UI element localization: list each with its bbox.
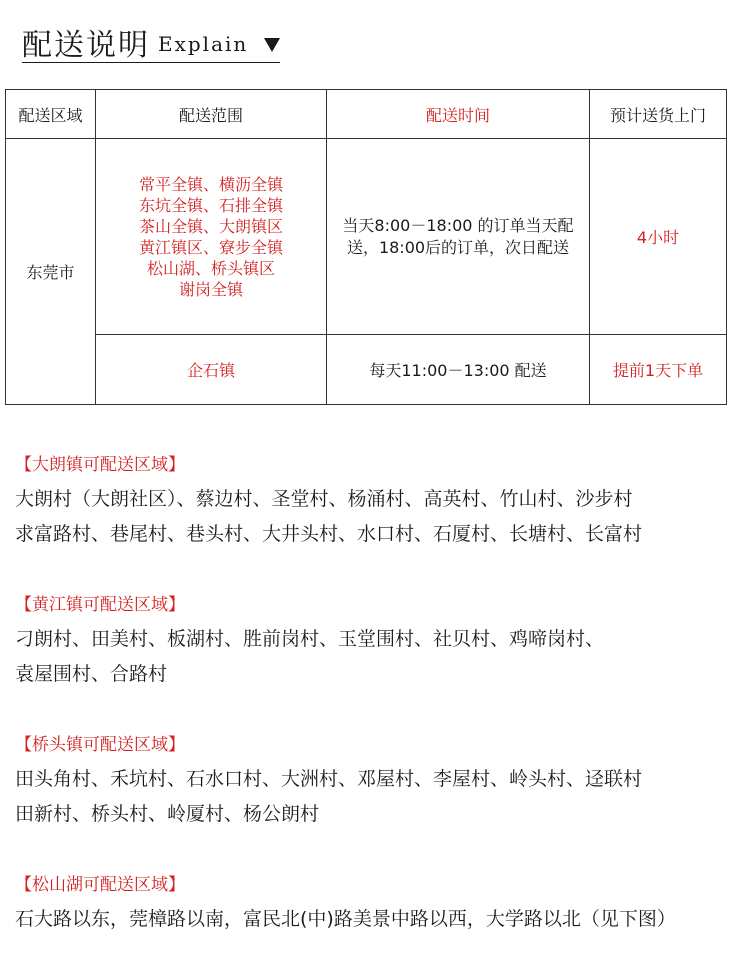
area-section-songshanhu [15, 868, 725, 937]
range-line: 谢岗全镇 [178, 279, 243, 299]
range-line: 常平全镇、横沥全镇 [138, 174, 283, 194]
section-line: 田新村、桥头村、岭厦村、杨公朗村 [15, 803, 320, 825]
table-row [6, 335, 727, 405]
header-cell-time: 配送时间 [327, 90, 590, 139]
range-line: 黄江镇区、寮步全镇 [138, 237, 283, 257]
header-cell-area: 配送区域 [6, 90, 96, 139]
range-line: 茶山全镇、大朗镇区 [138, 216, 283, 236]
area-section-huangjiang [15, 588, 725, 692]
header-cell-eta: 预计送货上门 [590, 90, 727, 139]
section-title: 【黄江镇可配送区域】 [15, 595, 185, 615]
table-row [6, 139, 727, 335]
section-line: 石大路以东，莞樟路以南，富民北(中)路美景中路以西，大学路以北（见下图） [15, 908, 676, 930]
section-line: 田头角村、禾坑村、石水口村、大洲村、邓屋村、李屋村、岭头村、迳联村 [15, 768, 643, 790]
area-section-dalang [15, 448, 725, 552]
page-subtitle: Explain [158, 32, 249, 56]
page-title: 配送说明 [22, 28, 150, 63]
delivery-areas [15, 448, 725, 973]
section-title: 【大朗镇可配送区域】 [15, 455, 185, 475]
page-header [22, 16, 280, 63]
section-title: 【桥头镇可配送区域】 [15, 735, 185, 755]
range-line: 松山湖、桥头镇区 [146, 258, 275, 278]
section-line: 大朗村（大朗社区）、蔡边村、圣堂村、杨涌村、高英村、竹山村、沙步村 [15, 488, 633, 510]
time-cell: 当天8:00－18:00 的订单当天配送，18:00后的订单，次日配送 [327, 139, 590, 335]
range-line: 东坑全镇、石排全镇 [138, 195, 283, 215]
table-header-row [6, 90, 727, 139]
section-line: 袁屋围村、合路村 [15, 663, 168, 685]
section-line: 刁朗村、田美村、板湖村、胜前岗村、玉堂围村、社贝村、鸡啼岗村、 [15, 628, 605, 650]
range-cell: 企石镇 [96, 335, 327, 405]
delivery-table [5, 89, 727, 405]
header-cell-range: 配送范围 [96, 90, 327, 139]
section-line: 求富路村、巷尾村、巷头村、大井头村、水口村、石厦村、长塘村、长富村 [15, 523, 643, 545]
range-cell [96, 139, 327, 335]
section-title: 【松山湖可配送区域】 [15, 875, 185, 895]
triangle-down-icon [264, 38, 280, 52]
time-cell: 每天11:00－13:00 配送 [327, 335, 590, 405]
city-cell: 东莞市 [6, 139, 96, 405]
area-section-qiaotou [15, 728, 725, 832]
eta-cell: 4小时 [590, 139, 727, 335]
eta-cell: 提前1天下单 [590, 335, 727, 405]
